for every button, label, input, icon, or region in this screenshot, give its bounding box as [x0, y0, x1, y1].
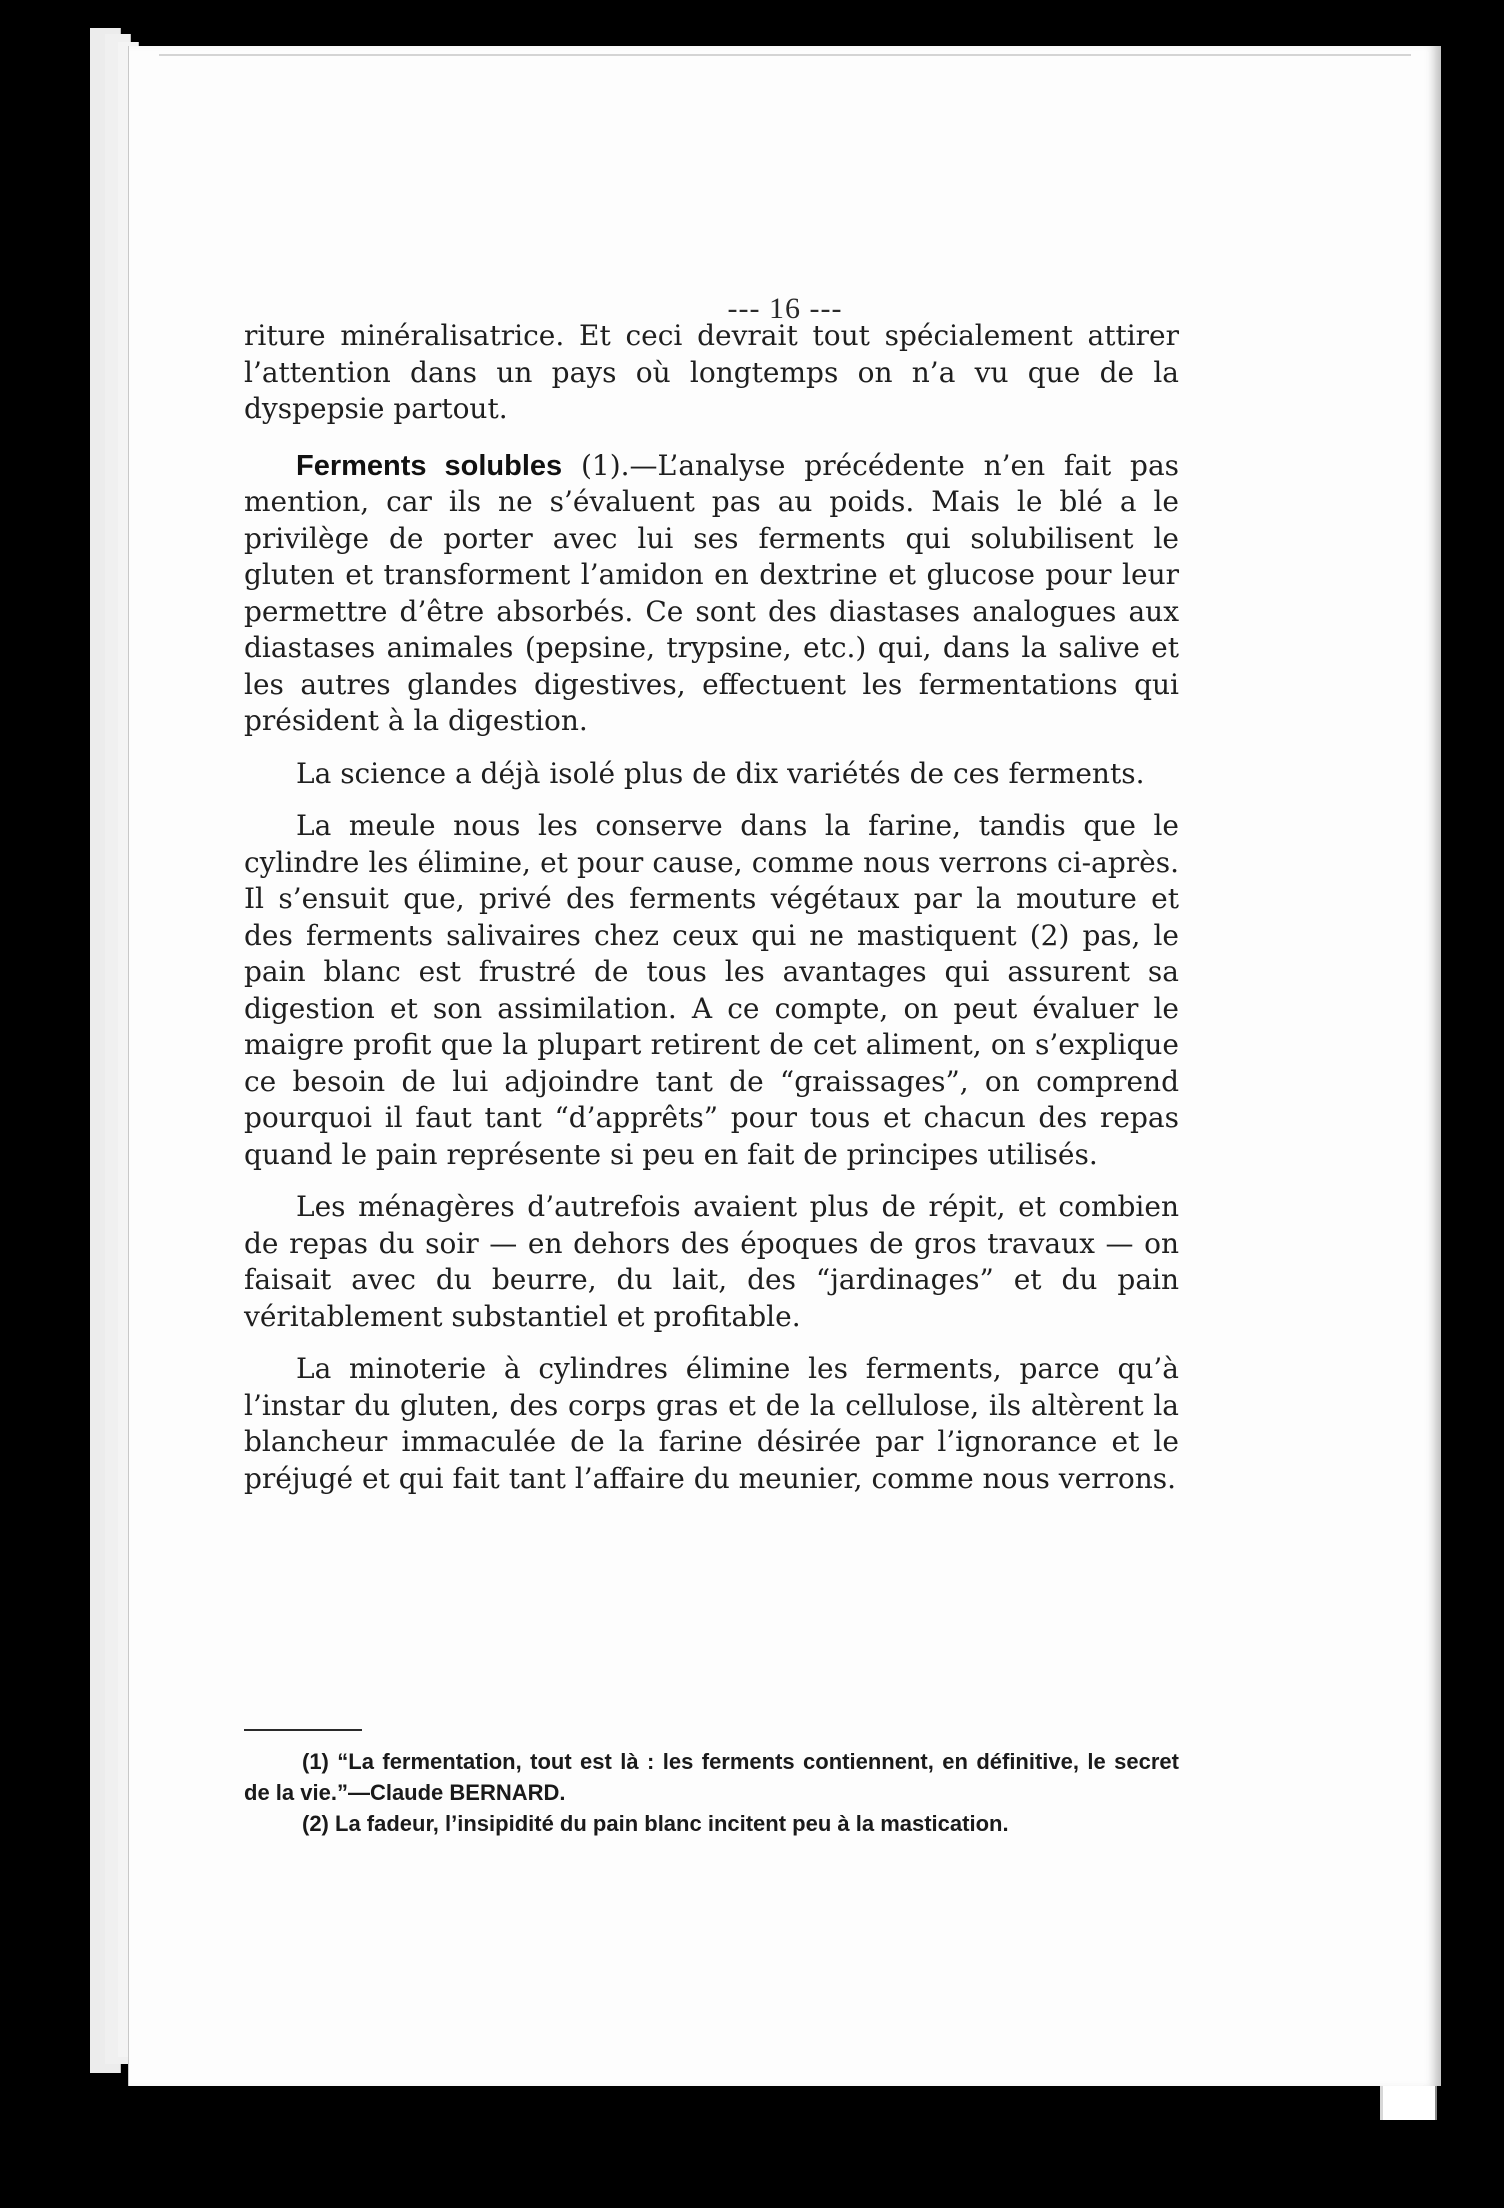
paragraph-ferments-solubles [244, 448, 1179, 740]
footnotes [244, 1746, 1179, 1839]
body-text [244, 318, 1179, 1513]
paragraph: La minoterie à cylindres élimine les ferments, parce qu’à l’instar du gluten, des corps gras et de la cellulose, ils altèrent la blancheur immaculée de la farine désirée par l’ignorance et le préjugé et qui fait tant l’affaire du meunier, comme nous verrons. [244, 1352, 1179, 1495]
footnote-2: (2) La fadeur, l’insipidité du pain blanc incitent peu à la mastication. [302, 1811, 1009, 1836]
page-number: --- 16 --- [727, 292, 843, 325]
paragraph-text: (1).—L’analyse précédente n’en fait pas mention, car ils ne s’évaluent pas au poids. Mais le blé a le privilège de porter avec lui ses ferments qui solubilisent le gluten et transforment l’amidon en dextrine et glucose pour leur permettre d’être absorbés. Ce sont des diastases analogues aux diastases animales (pepsine, trypsine, etc.) qui, dans la salive et les autres glandes digestives, effectuent les fermentations qui président à la digestion. [244, 448, 1180, 737]
paragraph: riture minéralisatrice. Et ceci devrait tout spécialement attirer l’attention dans un pays où longtemps on n’a vu que de la dyspepsie partout. [244, 319, 1179, 425]
paragraph: Les ménagères d’autrefois avaient plus de répit, et combien de repas du soir — en dehors des époques de gros travaux — on faisait avec du beurre, du lait, des “jardinages” et du pain véritablement substantiel et profitable. [244, 1190, 1179, 1333]
paragraph: La meule nous les conserve dans la farine, tandis que le cylindre les élimine, et pour cause, comme nous verrons ci-après. Il s’ensuit que, privé des ferments végétaux par la mouture et des ferments salivaires chez ceux qui ne mastiquent (2) pas, le pain blanc est frustré de tous les avantages qui assurent sa digestion et son assimilation. A ce compte, on peut évaluer le maigre profit que la plupart retirent de cet aliment, on s’explique ce besoin de lui adjoindre tant de “graissages”, on comprend pourquoi il faut tant “d’apprêts” pour tous et chacun des repas quand le pain représente si peu en fait de principes utilisés. [244, 809, 1179, 1171]
page-top-edge [159, 54, 1411, 56]
paragraph: La science a déjà isolé plus de dix variétés de ces ferments. [296, 756, 1145, 790]
footnote-rule [244, 1729, 362, 1731]
section-heading: Ferments solubles [296, 449, 563, 482]
footnote-1: (1) “La fermentation, tout est là : les ferments contiennent, en définitive, le secret de la vie.”—Claude BERNARD. [244, 1749, 1179, 1805]
